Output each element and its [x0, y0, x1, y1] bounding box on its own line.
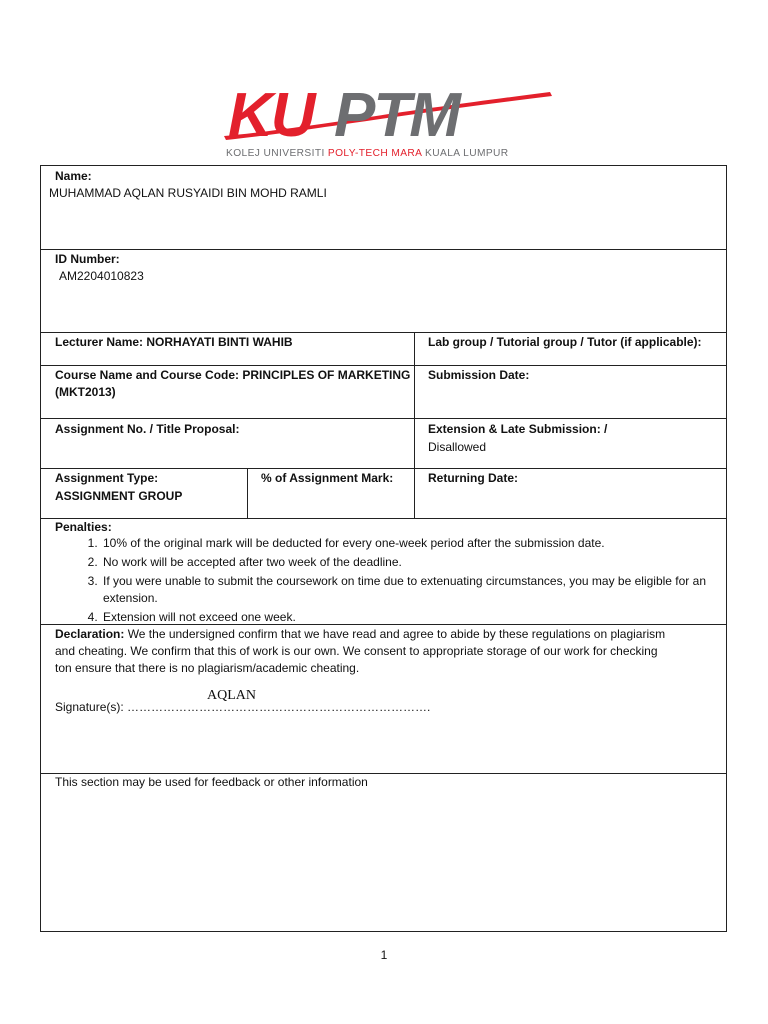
declaration-line1 — [55, 626, 665, 643]
feedback-text: This section may be used for feedback or other information — [55, 775, 368, 789]
logo-tagline-part3: KUALA LUMPUR — [421, 148, 509, 159]
penalty-item: 1. 10% of the original mark will be deducted for every one-week period after the submission date. — [101, 535, 741, 552]
course-row — [41, 365, 726, 418]
penalty-item: 3. If you were unable to submit the coursework on time due to extenuating circumstances, you may be eligible for an extension. — [101, 573, 741, 607]
kuptm-logo — [222, 84, 552, 160]
penalties-row — [41, 518, 726, 624]
returning-date-cell — [414, 469, 726, 518]
declaration-row — [41, 624, 726, 773]
returning-date-label: Returning Date: — [428, 471, 518, 485]
penalty-item: 2. No work will be accepted after two week of the deadline. — [101, 554, 741, 571]
signature-label: Signature(s): …………………………………………………………………. — [55, 700, 431, 714]
logo-tagline — [226, 148, 509, 159]
feedback-row — [41, 773, 726, 931]
assignment-no-label: Assignment No. / Title Proposal: — [55, 422, 240, 436]
percent-mark-label: % of Assignment Mark: — [261, 471, 394, 485]
submission-date-cell — [414, 366, 726, 418]
submission-date-label: Submission Date: — [428, 368, 530, 382]
declaration-line3: ton ensure that there is no plagiarism/academic cheating. — [55, 661, 360, 675]
id-number-value: AM2204010823 — [59, 269, 144, 283]
logo-wordmark-ptm: PTM — [334, 84, 459, 150]
logo-tagline-part2: POLY-TECH MARA — [327, 148, 422, 159]
course-cell — [41, 366, 414, 418]
extension-label: Extension & Late Submission: / — [428, 422, 608, 436]
lab-group-cell — [414, 333, 726, 365]
lecturer-name: Lecturer Name: NORHAYATI BINTI WAHIB — [55, 335, 293, 349]
page-number: 1 — [380, 948, 388, 962]
extension-value: Disallowed — [428, 440, 487, 454]
penalties-list — [41, 535, 741, 628]
lecturer-row — [41, 332, 726, 365]
course-name-line2: (MKT2013) — [55, 385, 116, 399]
assignment-no-row — [41, 418, 726, 468]
assignment-no-cell — [41, 419, 414, 468]
name-value: MUHAMMAD AQLAN RUSYAIDI BIN MOHD RAMLI — [49, 186, 327, 200]
id-number-row — [41, 249, 726, 332]
lecturer-cell — [41, 333, 414, 365]
declaration-text-1: We the undersigned confirm that we have read and agree to abide by these regulations on plagiarism — [124, 627, 666, 641]
name-label: Name: — [55, 169, 92, 183]
declaration-line2: and cheating. We confirm that this of work is our own. We consent to appropriate storage of our work for checking — [55, 644, 658, 658]
name-row — [41, 166, 726, 249]
id-number-label: ID Number: — [55, 252, 120, 266]
logo-wordmark-ku: KU — [228, 84, 314, 150]
declaration-label: Declaration: — [55, 627, 125, 641]
assignment-type-cell — [41, 469, 247, 518]
penalty-item: 4. Extension will not exceed one week. — [101, 609, 741, 626]
course-name-line1: Course Name and Course Code: PRINCIPLES OF MARKETING — [55, 368, 411, 382]
assignment-type-row — [41, 468, 726, 518]
coversheet-form — [40, 165, 727, 932]
penalties-label: Penalties: — [55, 520, 112, 534]
kuptm-logo-graphic — [222, 84, 552, 160]
percent-mark-cell — [247, 469, 414, 518]
signature-name: AQLAN — [207, 688, 256, 703]
assignment-type-label: Assignment Type: — [55, 471, 159, 485]
assignment-type-value: ASSIGNMENT GROUP — [55, 489, 183, 503]
logo-tagline-part1: KOLEJ UNIVERSITI — [226, 148, 328, 159]
extension-cell — [414, 419, 726, 468]
lab-group-label: Lab group / Tutorial group / Tutor (if applicable): — [428, 335, 702, 349]
